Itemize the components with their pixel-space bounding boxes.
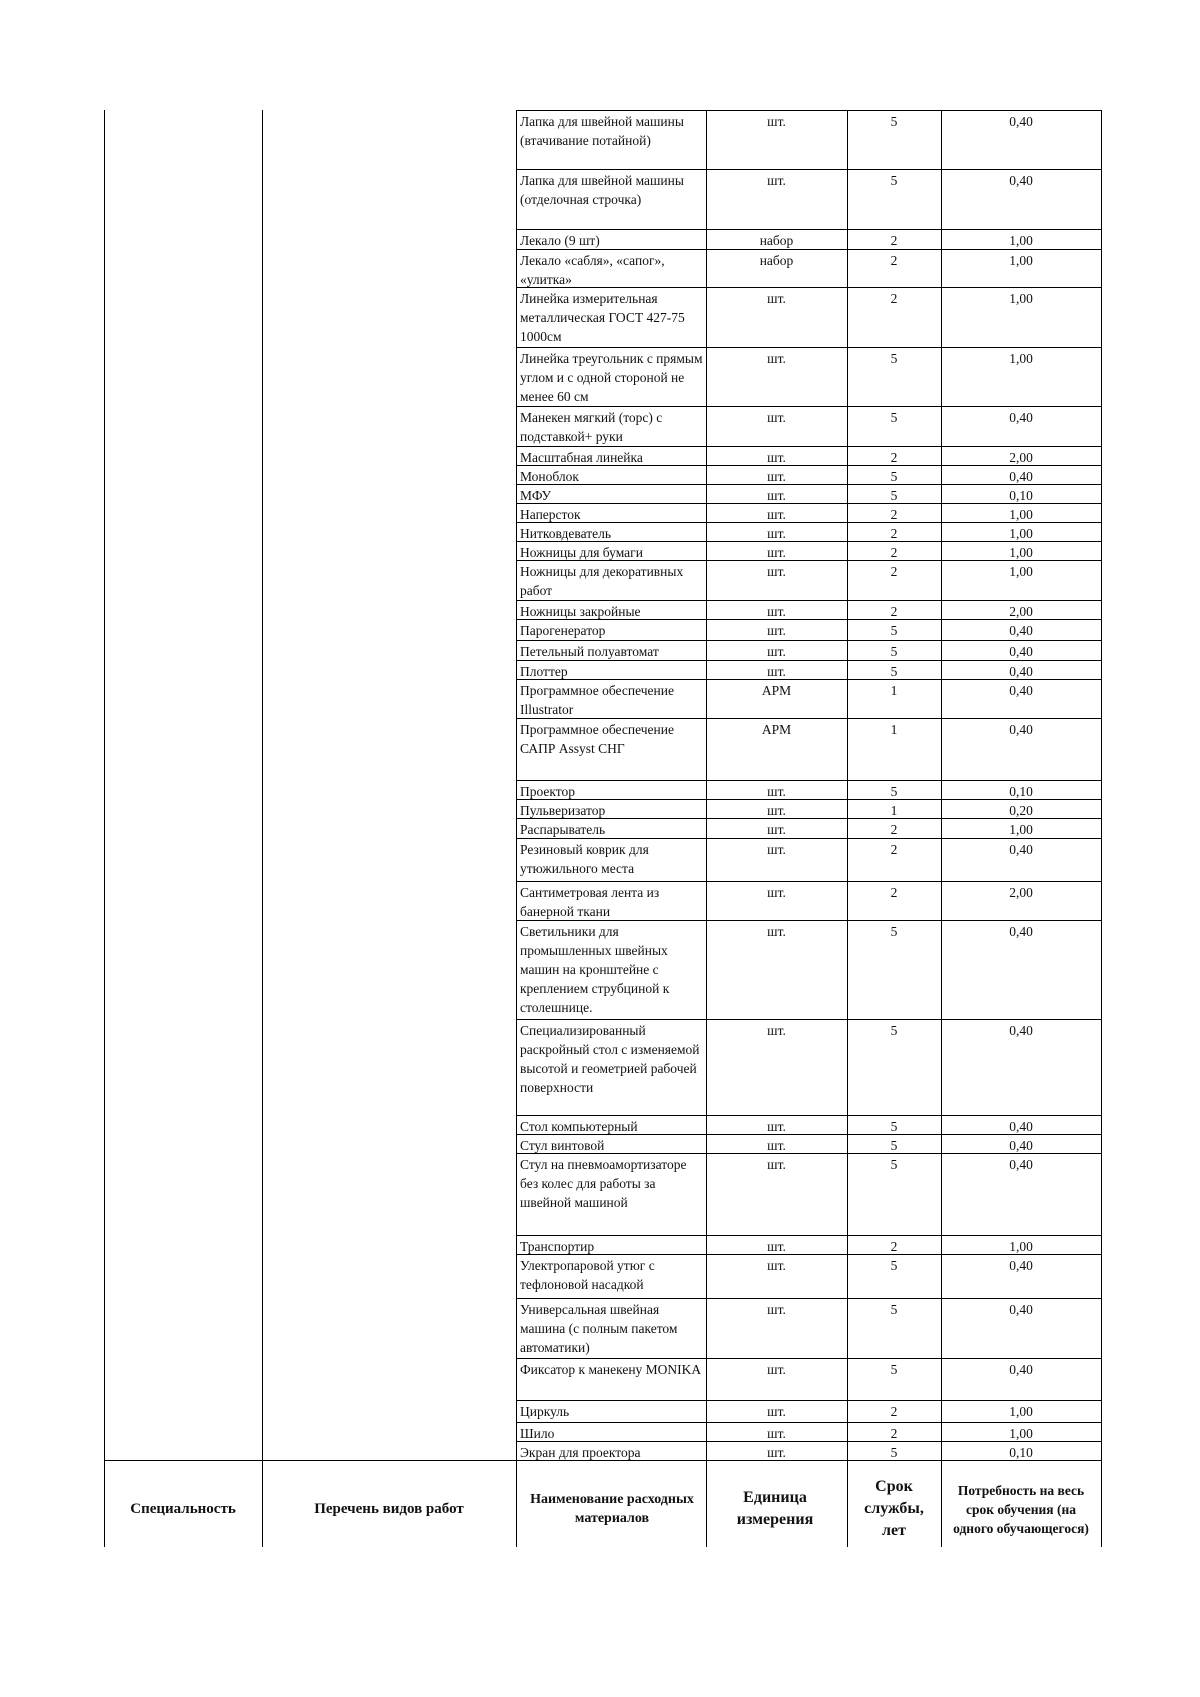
need-cell: 0,10 bbox=[1009, 488, 1033, 503]
service-life-cell: 2 bbox=[890, 253, 898, 268]
service-life-cell: 5 bbox=[890, 173, 898, 188]
unit-cell: шт. bbox=[767, 545, 786, 560]
material-name-cell: Программное обеспечение САПР Assyst СНГ bbox=[520, 722, 674, 756]
service-life-cell: 1 bbox=[890, 803, 898, 818]
header-specialty: Специальность bbox=[130, 1500, 236, 1517]
header-need: Потребность на весь срок обучения (на одного обучающегося) bbox=[953, 1482, 1089, 1536]
unit-cell: шт. bbox=[767, 644, 786, 659]
service-life-cell: 5 bbox=[890, 924, 898, 939]
material-name-cell: Парогенератор bbox=[520, 623, 606, 638]
need-cell: 1,00 bbox=[1009, 233, 1033, 248]
service-life-cell: 5 bbox=[890, 1157, 898, 1172]
need-cell: 0,40 bbox=[1009, 469, 1033, 484]
material-name-cell: Универсальная швейная машина (с полным пакетом автоматики) bbox=[520, 1302, 678, 1355]
material-name-cell: Ножницы для декоративных работ bbox=[520, 564, 684, 598]
material-name-cell: Пульверизатор bbox=[520, 803, 606, 818]
material-name-cell: Стул на пневмоамортизаторе без колес для работы за швейной машиной bbox=[520, 1157, 687, 1210]
service-life-cell: 5 bbox=[890, 469, 898, 484]
material-name-cell: Стол компьютерный bbox=[520, 1119, 638, 1134]
need-cell: 2,00 bbox=[1009, 450, 1033, 465]
service-life-cell: 2 bbox=[890, 1239, 898, 1254]
unit-cell: набор bbox=[759, 253, 794, 268]
unit-cell: шт. bbox=[767, 351, 786, 366]
unit-cell: шт. bbox=[767, 410, 786, 425]
unit-cell: шт. bbox=[767, 1362, 786, 1377]
unit-cell: шт. bbox=[767, 488, 786, 503]
service-life-cell: 5 bbox=[890, 1138, 898, 1153]
need-cell: 0,40 bbox=[1009, 924, 1033, 939]
need-cell: 0,40 bbox=[1009, 1258, 1033, 1273]
material-name-cell: МФУ bbox=[520, 488, 552, 503]
need-cell: 0,10 bbox=[1009, 1445, 1033, 1460]
unit-cell: АРМ bbox=[761, 722, 792, 737]
need-cell: 1,00 bbox=[1009, 1404, 1033, 1419]
material-name-cell: Лапка для швейной машины (отделочная строчка) bbox=[520, 173, 684, 207]
material-name-cell: Ножницы закройные bbox=[520, 604, 641, 619]
material-name-cell: Петельный полуавтомат bbox=[520, 644, 659, 659]
material-name-cell: Сантиметровая лента из банерной ткани bbox=[520, 885, 660, 919]
unit-cell: шт. bbox=[767, 114, 786, 129]
service-life-cell: 2 bbox=[890, 1404, 898, 1419]
need-cell: 0,40 bbox=[1009, 664, 1033, 679]
service-life-cell: 1 bbox=[890, 722, 898, 737]
need-cell: 0,40 bbox=[1009, 842, 1033, 857]
material-name-cell: Специализированный раскройный стол с изменяемой высотой и геометрией рабочей поверхности bbox=[520, 1023, 700, 1095]
service-life-cell: 5 bbox=[890, 1119, 898, 1134]
material-name-cell: Транспортир bbox=[520, 1239, 595, 1254]
unit-cell: шт. bbox=[767, 507, 786, 522]
material-name-cell: Манекен мягкий (торс) с подставкой+ руки bbox=[520, 410, 663, 444]
unit-cell: шт. bbox=[767, 1258, 786, 1273]
service-life-cell: 2 bbox=[890, 842, 898, 857]
unit-cell: шт. bbox=[767, 1302, 786, 1317]
need-cell: 0,40 bbox=[1009, 722, 1033, 737]
service-life-cell: 5 bbox=[890, 1258, 898, 1273]
material-name-cell: Масштабная линейка bbox=[520, 450, 643, 465]
need-cell: 0,40 bbox=[1009, 114, 1033, 129]
need-cell: 2,00 bbox=[1009, 604, 1033, 619]
material-name-cell: Циркуль bbox=[520, 1404, 570, 1419]
service-life-cell: 5 bbox=[890, 664, 898, 679]
table-vertical-line bbox=[104, 110, 105, 1547]
service-life-cell: 2 bbox=[890, 604, 898, 619]
material-name-cell: Моноблок bbox=[520, 469, 579, 484]
service-life-cell: 5 bbox=[890, 488, 898, 503]
material-name-cell: Лекало «сабля», «сапог», «улитка» bbox=[520, 253, 665, 287]
need-cell: 1,00 bbox=[1009, 822, 1033, 837]
need-cell: 0,40 bbox=[1009, 1023, 1033, 1038]
material-name-cell: Нитковдеватель bbox=[520, 526, 612, 541]
service-life-cell: 5 bbox=[890, 784, 898, 799]
table-vertical-line bbox=[262, 110, 263, 1547]
need-cell: 0,40 bbox=[1009, 623, 1033, 638]
need-cell: 1,00 bbox=[1009, 1426, 1033, 1441]
unit-cell: шт. bbox=[767, 1119, 786, 1134]
service-life-cell: 5 bbox=[890, 1362, 898, 1377]
material-name-cell: Резиновый коврик для утюжильного места bbox=[520, 842, 649, 876]
material-name-cell: Экран для проектора bbox=[520, 1445, 641, 1460]
service-life-cell: 2 bbox=[890, 526, 898, 541]
material-name-cell: Наперсток bbox=[520, 507, 581, 522]
material-name-cell: Линейка треугольник с прямым углом и с одной стороной не менее 60 см bbox=[520, 351, 703, 404]
service-life-cell: 5 bbox=[890, 1023, 898, 1038]
need-cell: 0,40 bbox=[1009, 1157, 1033, 1172]
unit-cell: шт. bbox=[767, 450, 786, 465]
material-name-cell: Распарыватель bbox=[520, 822, 606, 837]
unit-cell: шт. bbox=[767, 784, 786, 799]
material-name-cell: Фиксатор к манекену MONIKA bbox=[520, 1362, 702, 1377]
material-name-cell: Ножницы для бумаги bbox=[520, 545, 643, 560]
need-cell: 0,40 bbox=[1009, 644, 1033, 659]
material-name-cell: Линейка измерительная металлическая ГОСТ 427-75 1000см bbox=[520, 291, 685, 344]
material-name-cell: Светильники для промышленных швейных машин на кронштейне с креплением струбциной к столешнице. bbox=[520, 924, 670, 1015]
unit-cell: набор bbox=[759, 233, 794, 248]
material-name-cell: Программное обеспечение Illustrator bbox=[520, 683, 674, 717]
unit-cell: шт. bbox=[767, 822, 786, 837]
need-cell: 0,40 bbox=[1009, 1119, 1033, 1134]
unit-cell: АРМ bbox=[761, 683, 792, 698]
unit-cell: шт. bbox=[767, 604, 786, 619]
unit-cell: шт. bbox=[767, 1138, 786, 1153]
material-name-cell: Стул винтовой bbox=[520, 1138, 605, 1153]
header-unit: Единица измерения bbox=[736, 1489, 814, 1528]
unit-cell: шт. bbox=[767, 924, 786, 939]
service-life-cell: 2 bbox=[890, 564, 898, 579]
unit-cell: шт. bbox=[767, 1445, 786, 1460]
service-life-cell: 2 bbox=[890, 545, 898, 560]
unit-cell: шт. bbox=[767, 1404, 786, 1419]
unit-cell: шт. bbox=[767, 885, 786, 900]
unit-cell: шт. bbox=[767, 291, 786, 306]
unit-cell: шт. bbox=[767, 1239, 786, 1254]
material-name-cell: Шило bbox=[520, 1426, 555, 1441]
material-name-cell: Лекало (9 шт) bbox=[520, 233, 600, 248]
table-vertical-line bbox=[1101, 110, 1102, 1547]
need-cell: 1,00 bbox=[1009, 1239, 1033, 1254]
need-cell: 0,20 bbox=[1009, 803, 1033, 818]
unit-cell: шт. bbox=[767, 1426, 786, 1441]
service-life-cell: 5 bbox=[890, 644, 898, 659]
unit-cell: шт. bbox=[767, 664, 786, 679]
service-life-cell: 2 bbox=[890, 291, 898, 306]
unit-cell: шт. bbox=[767, 623, 786, 638]
header-work-types: Перечень видов работ bbox=[314, 1500, 464, 1517]
service-life-cell: 2 bbox=[890, 233, 898, 248]
service-life-cell: 5 bbox=[890, 410, 898, 425]
need-cell: 0,10 bbox=[1009, 784, 1033, 799]
service-life-cell: 5 bbox=[890, 1302, 898, 1317]
service-life-cell: 2 bbox=[890, 1426, 898, 1441]
need-cell: 1,00 bbox=[1009, 253, 1033, 268]
need-cell: 1,00 bbox=[1009, 351, 1033, 366]
unit-cell: шт. bbox=[767, 173, 786, 188]
need-cell: 2,00 bbox=[1009, 885, 1033, 900]
need-cell: 1,00 bbox=[1009, 291, 1033, 306]
need-cell: 1,00 bbox=[1009, 507, 1033, 522]
need-cell: 0,40 bbox=[1009, 173, 1033, 188]
need-cell: 0,40 bbox=[1009, 1138, 1033, 1153]
service-life-cell: 2 bbox=[890, 450, 898, 465]
service-life-cell: 2 bbox=[890, 822, 898, 837]
need-cell: 0,40 bbox=[1009, 683, 1033, 698]
material-name-cell: Лапка для швейной машины (втачивание потайной) bbox=[520, 114, 684, 148]
service-life-cell: 1 bbox=[890, 683, 898, 698]
unit-cell: шт. bbox=[767, 803, 786, 818]
service-life-cell: 2 bbox=[890, 885, 898, 900]
material-name-cell: Проектор bbox=[520, 784, 576, 799]
service-life-cell: 5 bbox=[890, 1445, 898, 1460]
unit-cell: шт. bbox=[767, 469, 786, 484]
service-life-cell: 2 bbox=[890, 507, 898, 522]
service-life-cell: 5 bbox=[890, 114, 898, 129]
need-cell: 1,00 bbox=[1009, 564, 1033, 579]
material-name-cell: Плоттер bbox=[520, 664, 568, 679]
need-cell: 1,00 bbox=[1009, 526, 1033, 541]
unit-cell: шт. bbox=[767, 564, 786, 579]
unit-cell: шт. bbox=[767, 1023, 786, 1038]
material-name-cell: Улектропаровой утюг с тефлоновой насадкой bbox=[520, 1258, 655, 1292]
service-life-cell: 5 bbox=[890, 623, 898, 638]
need-cell: 0,40 bbox=[1009, 410, 1033, 425]
table-horizontal-line bbox=[104, 1460, 1101, 1461]
need-cell: 0,40 bbox=[1009, 1362, 1033, 1377]
need-cell: 0,40 bbox=[1009, 1302, 1033, 1317]
unit-cell: шт. bbox=[767, 842, 786, 857]
header-life: Срок службы, лет bbox=[864, 1478, 924, 1539]
need-cell: 1,00 bbox=[1009, 545, 1033, 560]
service-life-cell: 5 bbox=[890, 351, 898, 366]
unit-cell: шт. bbox=[767, 1157, 786, 1172]
unit-cell: шт. bbox=[767, 526, 786, 541]
header-materials: Наименование расходных материалов bbox=[530, 1492, 694, 1526]
